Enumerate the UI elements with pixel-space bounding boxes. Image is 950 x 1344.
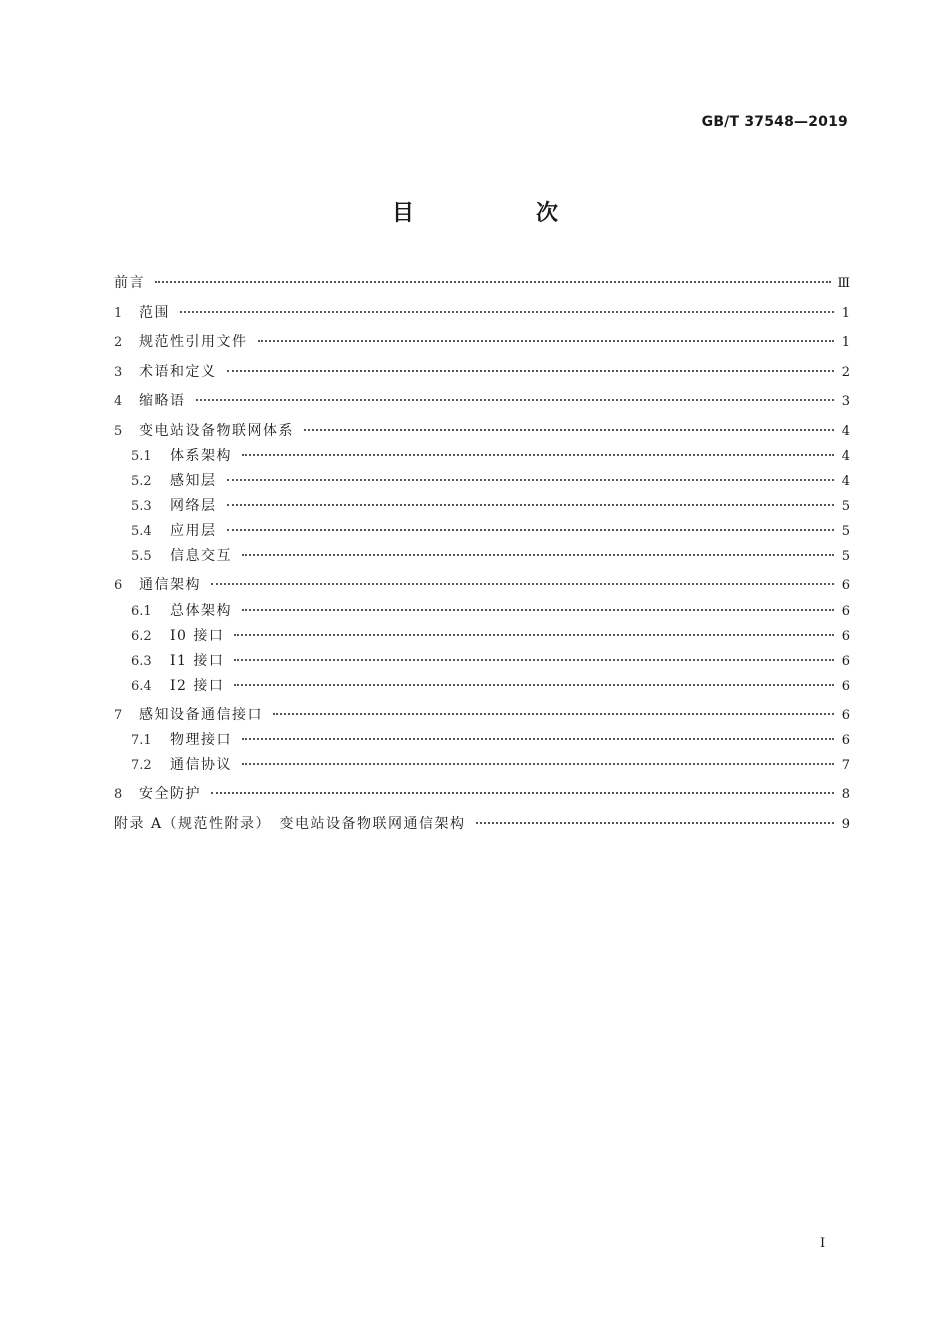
toc-entry[interactable] — [114, 600, 850, 625]
toc-entry-number: 5 — [114, 423, 123, 439]
toc-entry-label: 安全防护 — [139, 786, 201, 802]
toc-entry[interactable] — [114, 704, 850, 730]
toc-entry-label: 规范性引用文件 — [139, 334, 248, 350]
toc-entry-number: 5.2 — [131, 474, 152, 489]
toc-entry-number: 6.1 — [131, 603, 152, 619]
toc-entry[interactable] — [114, 390, 850, 416]
toc-entry[interactable] — [114, 545, 850, 570]
toc-entry-page: 5 — [841, 499, 850, 514]
toc-entry-page: Ⅲ — [837, 276, 850, 291]
table-of-contents — [114, 272, 850, 838]
toc-dot-leader — [227, 479, 835, 481]
toc-entry-label: I1 接口 — [170, 652, 225, 669]
toc-entry[interactable] — [114, 813, 850, 839]
page-number: I — [820, 1236, 826, 1251]
toc-dot-leader — [234, 659, 834, 661]
toc-entry[interactable] — [114, 520, 850, 545]
toc-entry-number: 5.1 — [131, 449, 152, 464]
toc-entry[interactable] — [114, 574, 850, 600]
toc-dot-leader — [211, 583, 834, 585]
toc-entry-page: 6 — [841, 603, 850, 619]
toc-entry-page: 6 — [841, 653, 850, 669]
toc-entry-number: 7.1 — [131, 733, 152, 748]
toc-entry-label: 应用层 — [170, 523, 217, 539]
toc-entry-label: 信息交互 — [170, 548, 232, 564]
toc-entry-number: 3 — [114, 364, 123, 380]
toc-entry-label: 缩略语 — [139, 393, 186, 409]
toc-entry-number: 6.2 — [131, 628, 152, 644]
toc-entry[interactable] — [114, 495, 850, 520]
toc-entry[interactable] — [114, 783, 850, 809]
toc-dot-leader — [258, 340, 835, 342]
toc-entry-page: 6 — [841, 578, 850, 593]
toc-entry[interactable] — [114, 302, 850, 328]
toc-entry[interactable] — [114, 754, 850, 779]
toc-entry-page: 2 — [841, 364, 850, 380]
toc-entry-page: 6 — [841, 628, 850, 644]
toc-entry-page: 6 — [841, 707, 850, 723]
toc-entry-number: 5.5 — [131, 549, 152, 564]
toc-entry-label: I2 接口 — [170, 677, 225, 694]
toc-entry-label: 体系架构 — [170, 448, 232, 464]
toc-entry[interactable] — [114, 361, 850, 387]
toc-entry[interactable] — [114, 470, 850, 495]
toc-dot-leader — [155, 281, 831, 283]
toc-dot-leader — [476, 822, 834, 824]
toc-entry-page: 6 — [841, 733, 850, 748]
toc-entry-page: 8 — [841, 787, 850, 802]
toc-dot-leader — [242, 454, 834, 456]
toc-entry-label: 通信协议 — [170, 757, 232, 773]
toc-entry-number: 5.3 — [131, 499, 152, 514]
toc-entry-label: 网络层 — [170, 498, 217, 514]
toc-entry-number: 1 — [114, 305, 123, 321]
toc-entry-label: 范围 — [139, 304, 170, 321]
toc-dot-leader — [227, 529, 835, 531]
toc-entry-number: 7.2 — [131, 758, 152, 773]
toc-entry-number: 6.3 — [131, 653, 152, 669]
toc-entry[interactable] — [114, 675, 850, 700]
toc-entry-page: 9 — [841, 816, 850, 832]
toc-entry[interactable] — [114, 272, 850, 298]
toc-entry[interactable] — [114, 331, 850, 357]
toc-entry-number: 7 — [114, 707, 123, 723]
standard-code: GB/T 37548—2019 — [701, 114, 848, 130]
toc-entry-page: 5 — [841, 549, 850, 564]
toc-entry[interactable] — [114, 625, 850, 650]
toc-dot-leader — [234, 684, 834, 686]
toc-dot-leader — [180, 311, 834, 313]
toc-entry-page: 5 — [841, 524, 850, 539]
toc-entry-number: 4 — [114, 394, 123, 409]
toc-entry-page: 7 — [841, 758, 850, 773]
toc-entry-page: 6 — [841, 678, 850, 694]
toc-entry-number: 8 — [114, 787, 123, 802]
toc-dot-leader — [242, 609, 834, 611]
toc-entry-number: 6 — [114, 578, 123, 593]
toc-entry-label: 术语和定义 — [139, 363, 217, 380]
toc-dot-leader — [242, 738, 834, 740]
toc-entry-label: 通信架构 — [139, 577, 201, 593]
toc-entry-number: 2 — [114, 335, 123, 350]
toc-entry-label: 变电站设备物联网体系 — [139, 422, 294, 439]
page-title: 目 次 — [391, 201, 608, 226]
toc-entry-page: 1 — [841, 305, 850, 321]
toc-entry-label: 附录 A（规范性附录） 变电站设备物联网通信架构 — [114, 815, 466, 832]
toc-dot-leader — [234, 634, 834, 636]
toc-entry-label: 物理接口 — [170, 732, 232, 748]
toc-entry-label: 总体架构 — [170, 602, 232, 619]
toc-dot-leader — [273, 713, 834, 715]
toc-entry[interactable] — [114, 420, 850, 446]
toc-entry[interactable] — [114, 650, 850, 675]
toc-entry-number: 5.4 — [131, 524, 152, 539]
toc-entry[interactable] — [114, 445, 850, 470]
toc-entry-label: 前言 — [114, 275, 145, 291]
toc-dot-leader — [304, 429, 834, 431]
toc-entry-page: 4 — [841, 449, 850, 464]
toc-entry-page: 1 — [841, 335, 850, 350]
toc-entry-page: 3 — [841, 394, 850, 409]
toc-dot-leader — [227, 370, 835, 372]
toc-entry-number: 6.4 — [131, 678, 152, 694]
toc-entry-label: 感知层 — [170, 473, 217, 489]
toc-dot-leader — [196, 399, 835, 401]
toc-entry[interactable] — [114, 729, 850, 754]
toc-dot-leader — [227, 504, 835, 506]
toc-dot-leader — [242, 763, 834, 765]
toc-entry-label: 感知设备通信接口 — [139, 706, 263, 723]
toc-dot-leader — [211, 792, 834, 794]
toc-entry-label: I0 接口 — [170, 627, 225, 644]
toc-entry-page: 4 — [841, 423, 850, 439]
toc-dot-leader — [242, 554, 834, 556]
toc-entry-page: 4 — [841, 474, 850, 489]
